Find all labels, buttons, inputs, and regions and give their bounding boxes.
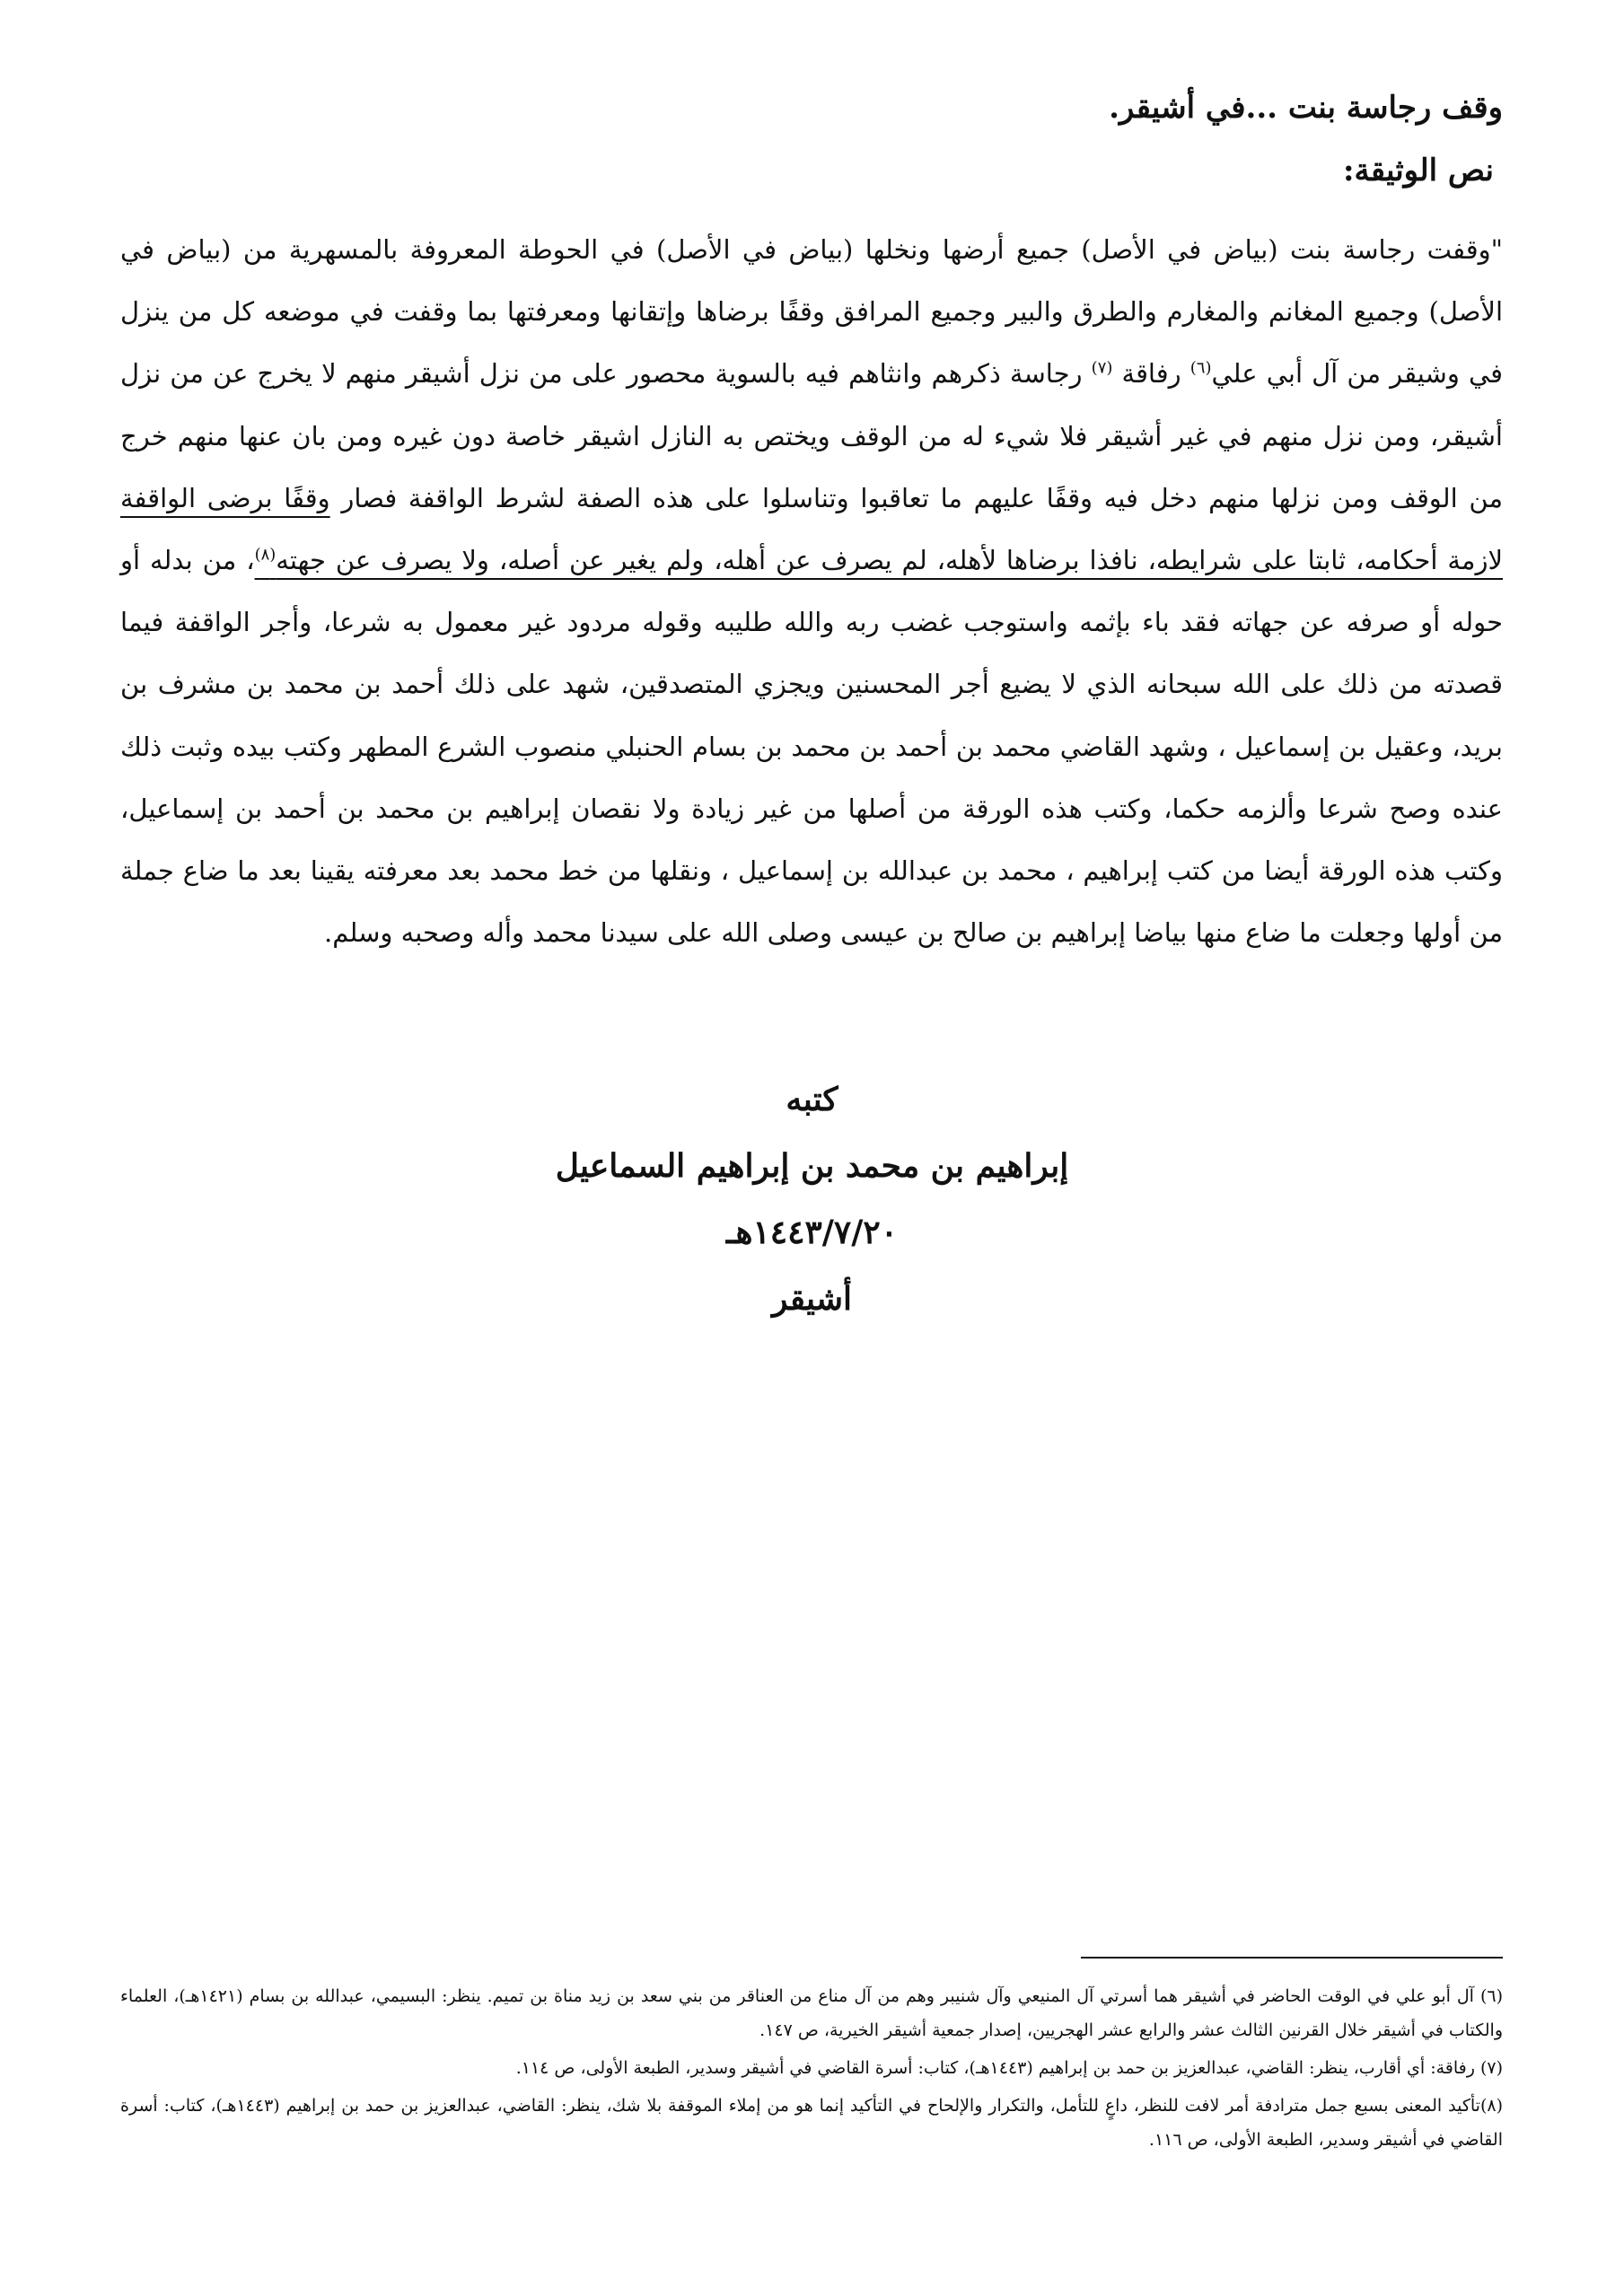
- footnote-6: (٦) آل أبو علي في الوقت الحاضر في أشيقر هما أسرتي آل المنيعي وآل شنيبر وهم من آل مناع من العناقر من بني سعد بن زيد مناة بن تميم. ينظر: البسيمي، عبدالله بن بسام (١٤٢١هـ)، العلماء والكتاب في أشيقر خلال القرنين الثالث عشر والرابع عشر الهجريين، إصدار جمعية أشيقر الخيرية، ص ١٤٧.: [120, 1986, 1503, 2040]
- footnote-ref-8: (٨): [254, 545, 277, 565]
- footnote-separator: [1081, 1957, 1503, 1959]
- signature-place: أشيقر: [771, 1280, 853, 1318]
- footnote-7: (٧) رفاقة: أي أقارب، ينظر: القاضي، عبدالعزيز بن حمد بن إبراهيم (١٤٤٣هـ)، كتاب: أسرة القاضي في أشيقر وسدير، الطبعة الأولى، ص ١١٤.: [515, 2058, 1503, 2078]
- document-title: وقف رجاسة بنت ...في أشيقر.: [1109, 90, 1503, 126]
- footnote-ref-7: (٧): [1091, 358, 1113, 378]
- document-text-label: نص الوثيقة:: [1342, 153, 1494, 188]
- signature-author: إبراهيم بن محمد بن إبراهيم السماعيل: [555, 1147, 1069, 1185]
- footnotes: [120, 1979, 1503, 2160]
- footnote-8: (٨)تأكيد المعنى بسبع جمل مترادفة أمر لافت للنظر، داعٍ للتأمل، والتكرار والإلحاح في التأكيد إنما هو من إملاء الموقفة بلا شك، ينظر: القاضي، عبدالعزيز بن حمد بن إبراهيم (١٤٤٣هـ)، كتاب: أسرة القاضي في أشيقر وسدير، الطبعة الأولى، ص ١١٦.: [120, 2096, 1503, 2150]
- signature-written-by: كتبه: [786, 1081, 838, 1118]
- body-segment-3: رجاسة ذكرهم وانثاهم فيه بالسوية محصور على من نزل أشيقر منهم لا يخرج عن من نزل أشيقر، ومن نزل منهم في غير أشيقر فلا شيء له من الوقف ويختص به النازل اشيقر خاصة دون غيره ومن بان عنها منهم خرج من الوقف ومن نزلها منهم دخل فيه وقفًا عليهم ما تعاقبوا وتناسلوا على هذه الصفة لشرط الواقفة فصار: [120, 358, 1503, 513]
- body-segment-4: ، من بدله أو حوله أو صرفه عن جهاته فقد باء بإثمه واستوجب غضب ربه والله طليبه وقوله مردود غير معمول به شرعا، وأجر الواقفة فيما قصدته من ذلك على الله سبحانه الذي لا يضيع أجر المحسنين ويجزي المتصدقين، شهد على ذلك أحمد بن محمد بن مشرف بن بريد، وعقيل بن إسماعيل ، وشهد القاضي محمد بن أحمد بن محمد بن بسام الحنبلي منصوب الشرع المطهر وكتب بيده وثبت ذلك عنده وصح شرعا وألزمه حكما، وكتب هذه الورقة من أصلها من غير زيادة ولا نقصان إبراهيم بن محمد بن أحمد بن إسماعيل، وكتب هذه الورقة أيضا من كتب إبراهيم ، محمد بن عبدالله بن إسماعيل ، ونقلها من خط محمد بعد معرفته يقينا بعد ما ضاع جملة من أولها وجعلت ما ضاع منها بياضا إبراهيم بن صالح بن عيسى وصلى الله على سيدنا محمد وأله وصحبه وسلم.: [120, 545, 1503, 949]
- signature-block: [0, 1066, 1624, 1332]
- body-segment-1: "وقفت رجاسة بنت (بياض في الأصل) جميع أرضها ونخلها (بياض في الأصل) في الحوطة المعروفة بالمسهرية من (بياض في الأصل) وجميع المغانم والمغارم والطرق والبير وجميع المرافق وقفًا برضاها وإتقانها ومعرفتها بما وقفت في موضعه كل من ينزل في وشيقر من آل أبي علي: [120, 234, 1503, 390]
- body-segment-2: رفاقة: [1112, 358, 1190, 390]
- signature-date: ١٤٤٣/٧/٢٠هـ: [725, 1214, 899, 1251]
- underlined-text: وقفًا برضى الواقفة لازمة أحكامه، ثابتا على شرايطه، نافذا برضاها لأهله، لم يصرف عن أهله، ولم يغير عن أصله، ولا يصرف عن جهته: [120, 482, 1503, 576]
- document-body: [120, 219, 1503, 964]
- footnote-ref-6: (٦): [1189, 358, 1212, 378]
